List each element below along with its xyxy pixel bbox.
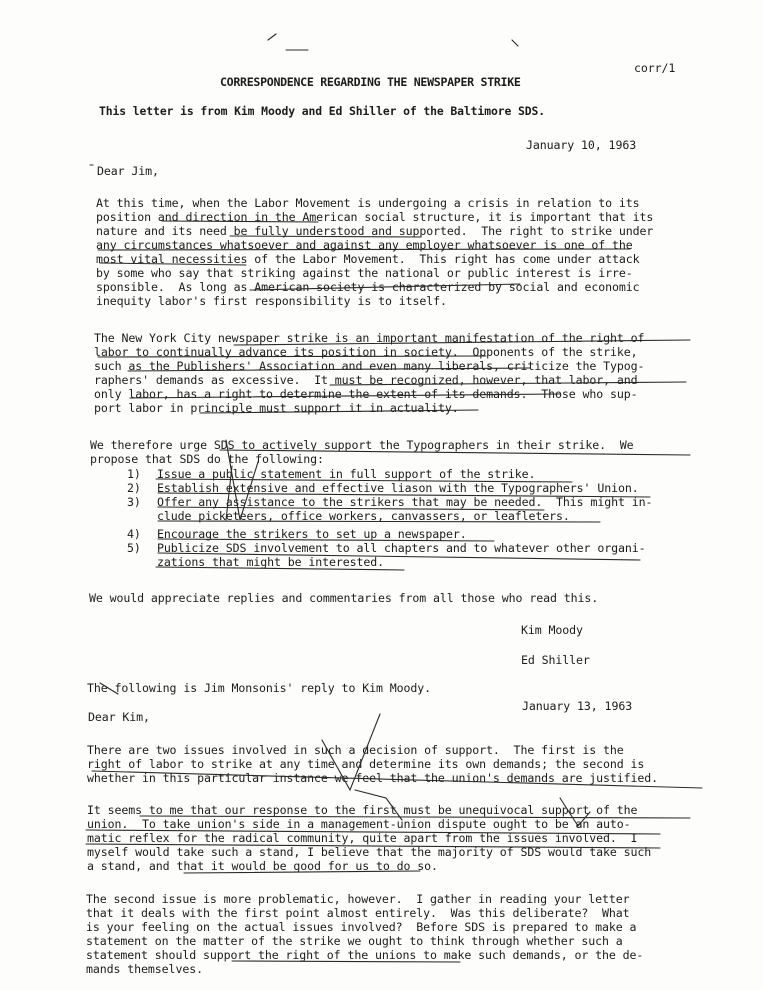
- text-line: mands themselves.: [86, 962, 203, 976]
- list-item: Encourage the strikers to set up a newspaper.: [157, 527, 467, 541]
- text-line: union. To take union's side in a management-union dispute ought to be an auto-: [87, 817, 631, 831]
- list-item-number: 5): [127, 541, 141, 555]
- signature-kim-moody: Kim Moody: [521, 623, 583, 637]
- text-line: inequity labor's first responsibility is to itself.: [96, 294, 447, 308]
- text-line: is your feeling on the actual issues involved? Before SDS is prepared to make a: [86, 920, 637, 934]
- text-line: only labor, has a right to determine the extent of its demands. Those who sup-: [94, 387, 638, 401]
- list-item: Publicize SDS involvement to all chapters and to whatever other organi-: [157, 541, 646, 555]
- text-line: matic reflex for the radical community, quite apart from the issues involved. I: [87, 831, 638, 845]
- letter2-date: January 13, 1963: [522, 699, 633, 713]
- text-line: statement should support the right of the unions to make such demands, or the de-: [86, 948, 644, 962]
- letter1-date: January 10, 1963: [526, 138, 637, 152]
- list-item: zations that might be interested.: [157, 555, 385, 569]
- letter2-salutation: Dear Kim,: [88, 710, 150, 724]
- text-line: labor to continually advance its position in society. Opponents of the strike,: [94, 345, 638, 359]
- text-line: There are two issues involved in such a decision of support. The first is the: [87, 743, 624, 757]
- text-line: We therefore urge SDS to actively support the Typographers in their strike. We: [90, 438, 634, 452]
- letter1-salutation: Dear Jim,: [97, 164, 159, 178]
- list-item: Issue a public statement in full support of the strike.: [157, 467, 536, 481]
- text-line: sponsible. As long as American society is characterized by social and economic: [96, 280, 640, 294]
- text-line: that it deals with the first point almost entirely. Was this deliberate? What: [86, 906, 630, 920]
- scan-mark: [268, 34, 276, 40]
- text-line: most vital necessities of the Labor Movement. This right has come under attack: [96, 252, 640, 266]
- text-line: any circumstances whatsoever and against any employer whatsoever is one of the: [96, 238, 633, 252]
- list-item: Establish extensive and effective liason with the Typographers' Union.: [157, 481, 639, 495]
- text-line: myself would take such a stand, I believe that the majority of SDS would take such: [87, 845, 652, 859]
- page-code: corr/1: [634, 61, 676, 75]
- text-line: port labor in principle must support it in actuality.: [94, 401, 459, 415]
- list-item-number: 1): [127, 467, 141, 481]
- text-line: such as the Publishers' Association and even many liberals, criticize the Typog-: [94, 359, 645, 373]
- text-line: statement on the matter of the strike we ought to think through whether such a: [86, 934, 623, 948]
- text-line: nature and its need be fully understood and supported. The right to strike under: [96, 224, 654, 238]
- list-item: clude picketeers, office workers, canvassers, or leafleters.: [157, 509, 570, 523]
- letter1-intro: This letter is from Kim Moody and Ed Shiller of the Baltimore SDS.: [99, 104, 546, 118]
- signature-ed-shiller: Ed Shiller: [521, 653, 590, 667]
- document-title: CORRESPONDENCE REGARDING THE NEWSPAPER STRIKE: [220, 75, 521, 89]
- scan-mark: [512, 40, 518, 46]
- text-line: At this time, when the Labor Movement is undergoing a crisis in relation to its: [96, 196, 640, 210]
- list-item-number: 2): [127, 481, 141, 495]
- text-line: position and direction in the American social structure, it is important that its: [96, 210, 654, 224]
- text-line: a stand, and that it would be good for us to do so.: [87, 859, 438, 873]
- text-line: The New York City newspaper strike is an important manifestation of the right of: [94, 331, 645, 345]
- text-line: It seems to me that our response to the first must be unequivocal support of the: [87, 803, 638, 817]
- letter1-closing: We would appreciate replies and commentaries from all those who read this.: [89, 591, 599, 605]
- text-line: propose that SDS do the following:: [90, 452, 324, 466]
- text-line: The second issue is more problematic, however. I gather in reading your letter: [86, 892, 630, 906]
- list-item: Offer any assistance to the strikers that may be needed. This might in-: [157, 495, 653, 509]
- list-item-number: 4): [127, 527, 141, 541]
- text-line: right of labor to strike at any time and determine its own demands; the second is: [87, 757, 645, 771]
- letter2-intro: The following is Jim Monsonis' reply to Kim Moody.: [87, 681, 432, 695]
- text-line: raphers' demands as excessive. It must be recognized, however, that labor, and: [94, 373, 638, 387]
- text-line: by some who say that striking against the national or public interest is irre-: [96, 266, 633, 280]
- text-line: whether in this particular instance we feel that the union's demands are justified.: [87, 771, 659, 785]
- list-item-number: 3): [127, 495, 141, 509]
